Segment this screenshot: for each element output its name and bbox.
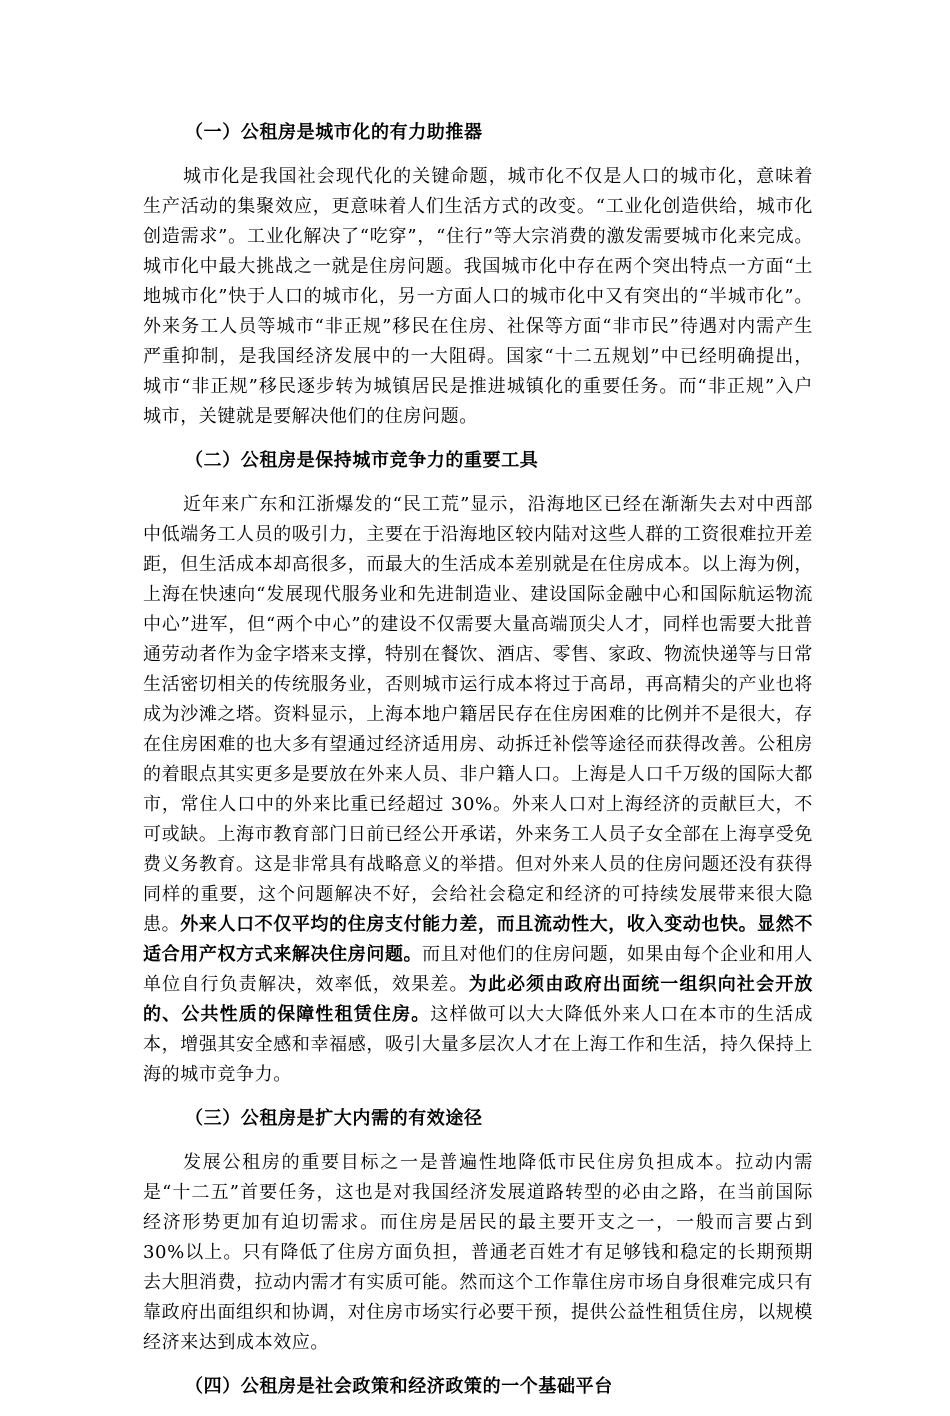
section-heading-4: （四）公租房是社会政策和经济政策的一个基础平台	[185, 1376, 613, 1397]
section-heading-1: （一）公租房是城市化的有力助推器	[185, 122, 483, 143]
paragraph-text: 而且对他们的住房问题，如果由每个企业和用人单位自行负责解决，效率低，效果差。	[143, 944, 813, 995]
section-heading-2: （二）公租房是保持城市竞争力的重要工具	[185, 450, 539, 471]
paragraph-text: 这样做可以大大降低外来人口在本市的生活成本，增强其安全感和幸福感，吸引大量多层次人才在上海工作和生活，持久保持上海的城市竞争力。	[143, 1004, 814, 1085]
section-paragraph-1	[143, 162, 813, 432]
paragraph-bold-text: 外来人口不仅平均的住房支付能力差，而且流动性大，收入变动也快。显然不适合用产权方式来解决住房问题。	[143, 914, 813, 965]
paragraph-bold-text: 为此必须由政府出面统一组织向社会开放的、公共性质的保障性租赁住房。	[143, 974, 813, 1025]
section-paragraph-2	[143, 490, 813, 1090]
paragraph-text: 近年来广东和江浙爆发的“民工荒”显示，沿海地区已经在渐渐失去对中西部中低端务工人员的吸引力，主要在于沿海地区较内陆对这些人群的工资很难拉开差距，但生活成本却高很多，而最大的生活成本差别就是在住房成本。以上海为例，上海在快速向“发展现代服务业和先进制造业、建设国际金融中心和国际航运物流中心”进军，但“两个中心”的建设不仅需要大量高端顶尖人才，同样也需要大批普通劳动者作为金字塔来支撑，特别在餐饮、酒店、零售、家政、物流快递等与日常生活密切相关的传统服务业，否则城市运行成本将过于高昂，再高精尖的产业也将成为沙滩之塔。资料显示，上海本地户籍居民存在住房困难的比例并不是很大，存在住房困难的也大多有望通过经济适用房、动拆迁补偿等途径而获得改善。公租房的着眼点其实更多是要放在外来人员、非户籍人口。上海是人口千万级的国际大都市，常住人口中的外来比重已经超过 30%。外来人口对上海经济的贡献巨大，不可或缺。上海市教育部门日前已经公开承诺，外来务工人员子女全部在上海享受免费义务教育。这是非常具有战略意义的举措。但对外来人员的住房问题还没有获得同样的重要，这个问题解决不好，会给社会稳定和经济的可持续发展带来很大隐患。	[143, 494, 813, 935]
paragraph-text: 城市化是我国社会现代化的关键命题，城市化不仅是人口的城市化，意味着生产活动的集聚效应，更意味着人们生活方式的改变。“工业化创造供给，城市化创造需求”。工业化解决了“吃穿”，“住行”等大宗消费的激发需要城市化来完成。城市化中最大挑战之一就是住房问题。我国城市化中存在两个突出特点一方面“土地城市化”快于人口的城市化，另一方面人口的城市化中又有突出的“半城市化”。外来务工人员等城市“非正规”移民在住房、社保等方面“非市民”待遇对内需产生严重抑制，是我国经济发展中的一大阻碍。国家“十二五规划”中已经明确提出，城市“非正规”移民逐步转为城镇居民是推进城镇化的重要任务。而“非正规”入户城市，关键就是要解决他们的住房问题。	[143, 166, 813, 427]
document-body	[143, 118, 813, 1416]
paragraph-text: 发展公租房的重要目标之一是普遍性地降低市民住房负担成本。拉动内需是“十二五”首要任务，这也是对我国经济发展道路转型的必由之路，在当前国际经济形势更加有迫切需求。而住房是居民的最主要开支之一，一般而言要占到 30%以上。只有降低了住房方面负担，普通老百姓才有足够钱和稳定的长期预期去大胆消费，拉动内需才有实质可能。然而这个工作靠住房市场自身很难完成只有靠政府出面组织和协调，对住房市场实行必要干预，提供公益性租赁住房，以规模经济来达到成本效应。	[143, 1152, 813, 1353]
section-paragraph-3	[143, 1148, 813, 1358]
section-heading-3: （三）公租房是扩大内需的有效途径	[185, 1108, 483, 1129]
